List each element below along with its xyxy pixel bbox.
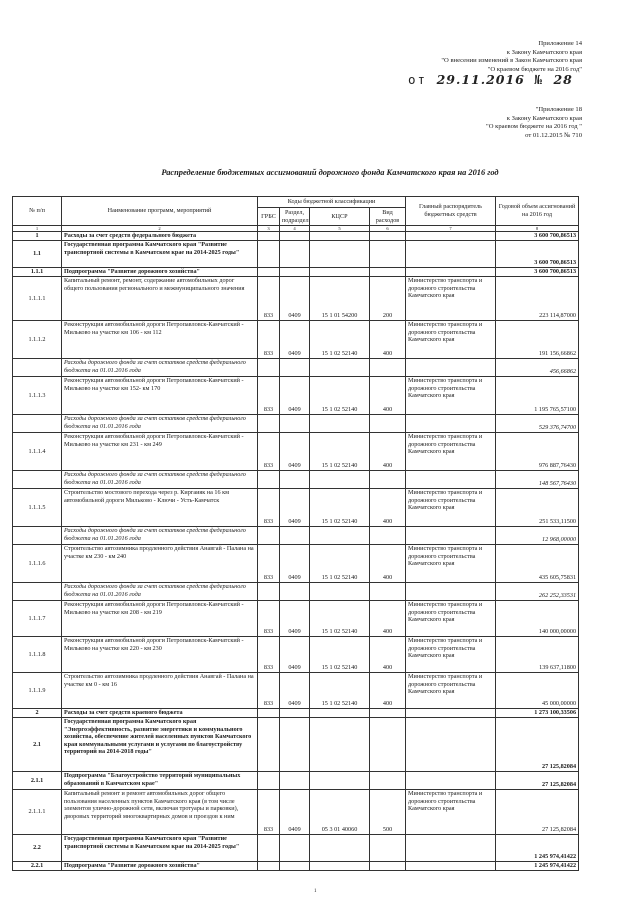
annex-line: "О внесении изменений в Закон Камчатского края	[441, 57, 582, 65]
table-row	[13, 835, 579, 862]
row-number: 1.1.1.7	[13, 601, 62, 637]
row-vr	[370, 718, 406, 772]
row-name: Строительство автозимника продленного действия Анавгай - Палана на участке км 0 - км 16	[62, 673, 258, 709]
row-amount: 223 114,87000	[496, 277, 579, 321]
row-ksr	[310, 527, 370, 545]
row-number: 1.1.1.3	[13, 377, 62, 415]
header-amount: Годовой объем ассигнований на 2016 год	[496, 197, 579, 226]
row-grbs: 833	[258, 673, 280, 709]
row-amount: 251 533,11500	[496, 489, 579, 527]
row-number	[13, 527, 62, 545]
row-name: Строительство мостового перехода через р. Киргаияк на 16 км автомобильной дороги Мильково - Ключи - Усть-Камчатск	[62, 489, 258, 527]
row-name: Реконструкция автомобильной дороги Петропавловск-Камчатский - Мильково на участке км 106 - км 112	[62, 321, 258, 359]
row-ksr	[310, 718, 370, 772]
row-vr	[370, 772, 406, 790]
table-row	[13, 377, 579, 415]
row-manager	[406, 835, 496, 862]
row-amount: 1 195 765,57100	[496, 377, 579, 415]
row-manager	[406, 359, 496, 377]
row-number: 1	[13, 232, 62, 241]
row-ksr	[310, 268, 370, 277]
row-amount: 139 637,11800	[496, 637, 579, 673]
column-index-cell: 1	[13, 226, 62, 232]
row-number: 2	[13, 709, 62, 718]
annex-line: "Приложение 18	[535, 106, 582, 113]
row-grbs	[258, 232, 280, 241]
row-number: 2.2	[13, 835, 62, 862]
row-section	[280, 583, 310, 601]
row-name: Государственная программа Камчатского края "Развитие транспортной системы в Камчатском крае на 2014-2025 годы"	[62, 835, 258, 862]
table-row	[13, 583, 579, 601]
row-name: Расходы за счет средств федерального бюджета	[62, 232, 258, 241]
row-manager	[406, 241, 496, 268]
row-amount: 27 125,82084	[496, 772, 579, 790]
row-vr	[370, 359, 406, 377]
row-ksr	[310, 415, 370, 433]
row-section	[280, 862, 310, 871]
row-section: 0409	[280, 433, 310, 471]
row-grbs: 833	[258, 321, 280, 359]
row-name: Подпрограмма "Развитие дорожного хозяйства"	[62, 862, 258, 871]
row-ksr: 15 1 02 52140	[310, 489, 370, 527]
row-grbs: 833	[258, 790, 280, 835]
row-grbs: 833	[258, 489, 280, 527]
row-section: 0409	[280, 489, 310, 527]
row-ksr: 15 1 02 52140	[310, 377, 370, 415]
row-section: 0409	[280, 673, 310, 709]
row-number: 2.1.1.1	[13, 790, 62, 835]
row-amount: 1 273 100,33506	[496, 709, 579, 718]
column-index-cell: 5	[310, 226, 370, 232]
row-number: 2.1.1	[13, 772, 62, 790]
row-grbs: 833	[258, 377, 280, 415]
row-section	[280, 241, 310, 268]
row-name: Расходы дорожного фонда за счет остатков средств федерального бюджета на 01.01.2016 года	[62, 583, 258, 601]
table-row	[13, 359, 579, 377]
row-manager	[406, 527, 496, 545]
row-manager	[406, 232, 496, 241]
row-section: 0409	[280, 637, 310, 673]
table-row	[13, 489, 579, 527]
header-vr: Вид расходов	[370, 208, 406, 226]
column-index-cell: 2	[62, 226, 258, 232]
row-number	[13, 583, 62, 601]
row-ksr	[310, 471, 370, 489]
row-amount: 456,66862	[496, 359, 579, 377]
row-manager: Министерство транспорта и дорожного строительства Камчатского края	[406, 637, 496, 673]
table-row	[13, 790, 579, 835]
row-grbs	[258, 268, 280, 277]
table-row	[13, 471, 579, 489]
row-vr: 400	[370, 673, 406, 709]
row-ksr	[310, 583, 370, 601]
row-manager	[406, 268, 496, 277]
annex-18-header	[486, 106, 582, 140]
row-number: 2.2.1	[13, 862, 62, 871]
row-ksr	[310, 232, 370, 241]
page-number: 1	[314, 889, 317, 894]
row-grbs	[258, 835, 280, 862]
row-name: Расходы дорожного фонда за счет остатков средств федерального бюджета на 01.01.2016 года	[62, 359, 258, 377]
row-ksr	[310, 709, 370, 718]
row-name: Расходы дорожного фонда за счет остатков средств федерального бюджета на 01.01.2016 года	[62, 415, 258, 433]
row-manager	[406, 772, 496, 790]
row-number: 1.1.1.2	[13, 321, 62, 359]
row-manager: Министерство транспорта и дорожного строительства Камчатского края	[406, 377, 496, 415]
row-grbs: 833	[258, 277, 280, 321]
row-vr: 500	[370, 790, 406, 835]
table-row	[13, 321, 579, 359]
row-name: Подпрограмма "Благоустройство территорий муниципальных образований в Камчатском крае"	[62, 772, 258, 790]
row-number: 2.1	[13, 718, 62, 772]
row-amount: 12 968,00000	[496, 527, 579, 545]
table-row	[13, 601, 579, 637]
header-codes-group: Коды бюджетной классификации	[258, 197, 406, 208]
row-name: Реконструкция автомобильной дороги Петропавловск-Камчатский - Мильково на участке км 208 - км 219	[62, 601, 258, 637]
row-manager	[406, 471, 496, 489]
row-manager: Министерство транспорта и дорожного строительства Камчатского края	[406, 790, 496, 835]
row-manager: Министерство транспорта и дорожного строительства Камчатского края	[406, 601, 496, 637]
row-name: Расходы за счет средств краевого бюджета	[62, 709, 258, 718]
header-grbs: ГРБС	[258, 208, 280, 226]
row-ksr: 15 1 02 52140	[310, 433, 370, 471]
row-number	[13, 471, 62, 489]
row-vr: 400	[370, 433, 406, 471]
row-name: Расходы дорожного фонда за счет остатков средств федерального бюджета на 01.01.2016 года	[62, 527, 258, 545]
table-row	[13, 637, 579, 673]
row-vr: 400	[370, 321, 406, 359]
column-index-cell: 8	[496, 226, 579, 232]
row-manager: Министерство транспорта и дорожного строительства Камчатского края	[406, 321, 496, 359]
row-vr: 200	[370, 277, 406, 321]
row-grbs	[258, 583, 280, 601]
row-number: 1.1.1.8	[13, 637, 62, 673]
row-grbs	[258, 415, 280, 433]
row-section: 0409	[280, 377, 310, 415]
row-section: 0409	[280, 790, 310, 835]
row-section	[280, 415, 310, 433]
table-row	[13, 232, 579, 241]
row-number	[13, 415, 62, 433]
row-manager: Министерство транспорта и дорожного строительства Камчатского края	[406, 277, 496, 321]
row-amount: 27 125,82084	[496, 718, 579, 772]
row-amount: 435 605,75831	[496, 545, 579, 583]
row-grbs	[258, 359, 280, 377]
document-title: Распределение бюджетных ассигнований дорожного фонда Камчатского края на 2016 год	[161, 168, 499, 177]
table-row	[13, 545, 579, 583]
row-grbs	[258, 527, 280, 545]
table-row	[13, 772, 579, 790]
row-name: Подпрограмма "Развитие дорожного хозяйства"	[62, 268, 258, 277]
row-amount: 976 887,76430	[496, 433, 579, 471]
annex-line: "О краевом бюджете на 2016 год "	[486, 123, 582, 131]
row-section	[280, 268, 310, 277]
row-section	[280, 835, 310, 862]
row-name: Строительство автозимника продленного действия Анавгай - Палана на участке км 230 - км 240	[62, 545, 258, 583]
row-vr: 400	[370, 377, 406, 415]
annex-line: от 01.12.2015 № 710	[525, 131, 582, 139]
row-manager	[406, 718, 496, 772]
row-manager	[406, 583, 496, 601]
row-ksr: 15 1 02 52140	[310, 637, 370, 673]
row-ksr	[310, 835, 370, 862]
table-row	[13, 862, 579, 871]
annex-line: Приложение 14	[538, 40, 582, 47]
row-amount: 191 156,66862	[496, 321, 579, 359]
column-index-cell: 6	[370, 226, 406, 232]
row-grbs	[258, 471, 280, 489]
stamp-number-label: №	[534, 72, 544, 87]
row-manager: Министерство транспорта и дорожного строительства Камчатского края	[406, 433, 496, 471]
row-amount: 3 600 700,86513	[496, 232, 579, 241]
table-row	[13, 527, 579, 545]
row-ksr: 05 3 01 40060	[310, 790, 370, 835]
table-row	[13, 277, 579, 321]
row-vr: 400	[370, 637, 406, 673]
row-vr: 400	[370, 545, 406, 583]
header-ksr: КЦСР	[310, 208, 370, 226]
row-ksr: 15 1 02 52140	[310, 673, 370, 709]
row-name: Государственная программа Камчатского края "Развитие транспортной системы в Камчатском крае на 2014-2025 годы"	[62, 241, 258, 268]
row-ksr	[310, 359, 370, 377]
row-number: 1.1.1	[13, 268, 62, 277]
row-manager: Министерство транспорта и дорожного строительства Камчатского края	[406, 489, 496, 527]
row-grbs	[258, 718, 280, 772]
table-row	[13, 433, 579, 471]
row-number	[13, 359, 62, 377]
row-name: Реконструкция автомобильной дороги Петропавловск-Камчатский - Мильково на участке км 220 - км 230	[62, 637, 258, 673]
header-manager: Главный распорядитель бюджетных средств	[406, 197, 496, 226]
row-section: 0409	[280, 277, 310, 321]
row-amount: 27 125,82084	[496, 790, 579, 835]
row-grbs	[258, 709, 280, 718]
row-number: 1.1.1.9	[13, 673, 62, 709]
table-row	[13, 673, 579, 709]
row-vr: 400	[370, 489, 406, 527]
row-number: 1.1.1.5	[13, 489, 62, 527]
row-grbs: 833	[258, 601, 280, 637]
row-amount: 262 252,33531	[496, 583, 579, 601]
row-grbs: 833	[258, 433, 280, 471]
row-ksr	[310, 241, 370, 268]
table-body	[13, 226, 579, 871]
header-name: Наименование программ, мероприятий	[62, 197, 258, 226]
table-row	[13, 718, 579, 772]
row-amount: 148 567,76430	[496, 471, 579, 489]
row-section	[280, 718, 310, 772]
annex-line: к Закону Камчатского края	[506, 114, 582, 122]
row-ksr: 15 1 02 52140	[310, 321, 370, 359]
column-index-cell: 4	[280, 226, 310, 232]
row-vr	[370, 835, 406, 862]
row-vr	[370, 415, 406, 433]
row-name: Расходы дорожного фонда за счет остатков средств федерального бюджета на 01.01.2016 года	[62, 471, 258, 489]
row-vr	[370, 241, 406, 268]
table-row	[13, 415, 579, 433]
annex-line: к Закону Камчатского края	[506, 48, 582, 56]
annex-line: "О краевом бюджете на 2016 год"	[487, 65, 582, 73]
row-number: 1.1.1.6	[13, 545, 62, 583]
row-vr	[370, 527, 406, 545]
row-amount: 529 376,74700	[496, 415, 579, 433]
stamp-date: 29.11.2016	[436, 72, 525, 87]
row-section: 0409	[280, 321, 310, 359]
table-row	[13, 268, 579, 277]
row-name: Реконструкция автомобильной дороги Петропавловск-Камчатский - Мильково на участке км 231 - км 249	[62, 433, 258, 471]
row-amount: 45 000,00000	[496, 673, 579, 709]
row-section	[280, 232, 310, 241]
row-vr	[370, 709, 406, 718]
row-section	[280, 709, 310, 718]
column-index-cell: 3	[258, 226, 280, 232]
row-amount: 140 000,00000	[496, 601, 579, 637]
row-grbs	[258, 862, 280, 871]
row-name: Капитальный ремонт и ремонт автомобильных дорог общего пользования населенных пунктов Камчатского края (в том числе элементов улично-дорожной сети, включая тротуары и парковки), дворовых территорий многоквартирных домов и проездов к ним	[62, 790, 258, 835]
row-vr	[370, 268, 406, 277]
row-vr	[370, 862, 406, 871]
row-manager: Министерство транспорта и дорожного строительства Камчатского края	[406, 673, 496, 709]
row-name: Капитальный ремонт, ремонт, содержание автомобильных дорог общего пользования регионального и межмуниципального значения	[62, 277, 258, 321]
row-number: 1.1	[13, 241, 62, 268]
row-amount: 3 600 700,86513	[496, 268, 579, 277]
row-amount: 1 245 974,41422	[496, 835, 579, 862]
row-vr	[370, 471, 406, 489]
row-ksr	[310, 862, 370, 871]
row-section: 0409	[280, 601, 310, 637]
row-grbs	[258, 241, 280, 268]
row-vr: 400	[370, 601, 406, 637]
row-vr	[370, 232, 406, 241]
annex-14-header	[441, 40, 582, 74]
row-grbs: 833	[258, 545, 280, 583]
table-row	[13, 709, 579, 718]
row-section	[280, 471, 310, 489]
row-manager	[406, 709, 496, 718]
row-section	[280, 359, 310, 377]
header-no: № п/п	[13, 197, 62, 226]
row-grbs: 833	[258, 637, 280, 673]
date-stamp	[408, 72, 573, 87]
row-section: 0409	[280, 545, 310, 583]
row-number: 1.1.1.4	[13, 433, 62, 471]
row-amount: 1 245 974,41422	[496, 862, 579, 871]
row-number: 1.1.1.1	[13, 277, 62, 321]
row-manager	[406, 862, 496, 871]
header-section: Раздел, подраздел	[280, 208, 310, 226]
row-name: Государственная программа Камчатского края "Энергоэффективность, развитие энергетики и коммунального хозяйства, обеспечение жителей населенных пунктов Камчатского края коммунальными услугами и услугами по благоустройству территорий на 2014-2018 годы"	[62, 718, 258, 772]
stamp-number: 28	[553, 72, 573, 87]
row-ksr: 15 1 02 52140	[310, 545, 370, 583]
row-amount: 3 600 700,86513	[496, 241, 579, 268]
row-manager	[406, 415, 496, 433]
column-index-cell: 7	[406, 226, 496, 232]
row-name: Реконструкция автомобильной дороги Петропавловск-Камчатский - Мильково на участке км 152- км 170	[62, 377, 258, 415]
table-row	[13, 241, 579, 268]
stamp-prefix: от	[408, 72, 428, 87]
row-section	[280, 772, 310, 790]
row-ksr	[310, 772, 370, 790]
row-ksr: 15 1 02 52140	[310, 601, 370, 637]
budget-table	[12, 196, 579, 871]
row-vr	[370, 583, 406, 601]
row-grbs	[258, 772, 280, 790]
row-section	[280, 527, 310, 545]
row-ksr: 15 1 01 54200	[310, 277, 370, 321]
row-manager: Министерство транспорта и дорожного строительства Камчатского края	[406, 545, 496, 583]
